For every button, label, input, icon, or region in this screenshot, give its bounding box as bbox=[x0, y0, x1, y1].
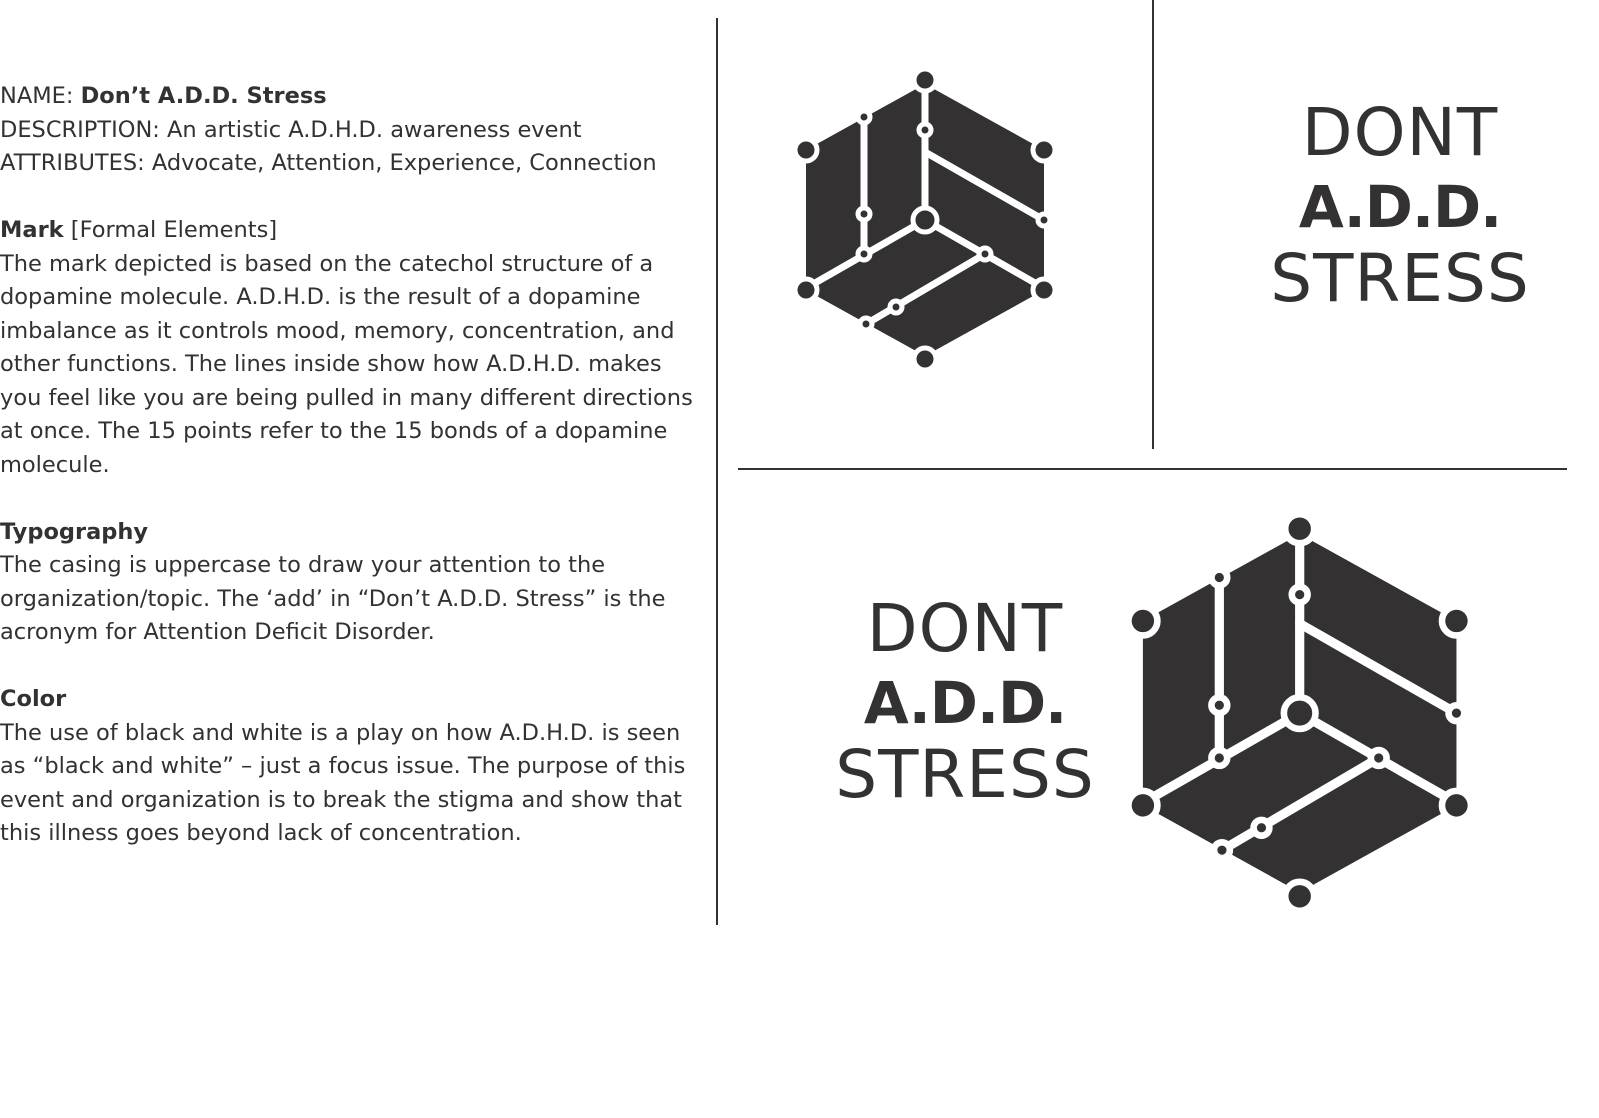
wordmark-bottom-line3: STRESS bbox=[835, 736, 1095, 813]
wordmark-bottom bbox=[830, 590, 1100, 813]
horizontal-divider bbox=[738, 468, 1567, 470]
color-section bbox=[0, 683, 700, 851]
name-label: NAME: bbox=[0, 83, 81, 109]
wordmark-top bbox=[1260, 94, 1540, 317]
dopamine-mark-icon-bottom bbox=[1116, 505, 1486, 920]
vertical-divider-left bbox=[716, 18, 718, 925]
mark-body: The mark depicted is based on the catechol structure of a dopamine molecule. A.D.H.D. is the result of a dopamine imbalance as it controls mood, memory, concentration, and other functions. The lines inside show how A.D.H.D. makes you feel like you are being pulled in many different directions at once. The 15 points refer to the 15 bonds of a dopamine molecule. bbox=[0, 250, 693, 478]
wordmark-top-line2: A.D.D. bbox=[1298, 173, 1502, 241]
name-value: Don’t A.D.D. Stress bbox=[80, 83, 327, 109]
wordmark-top-line1: DONT bbox=[1301, 94, 1499, 171]
brief-header bbox=[0, 80, 700, 181]
wordmark-top-line3: STRESS bbox=[1270, 240, 1530, 317]
typography-heading: Typography bbox=[0, 518, 149, 545]
typography-section bbox=[0, 516, 700, 650]
mark-subheading: [Formal Elements] bbox=[63, 217, 278, 243]
description-line: DESCRIPTION: An artistic A.D.H.D. awareness event bbox=[0, 116, 582, 143]
mark-heading: Mark bbox=[0, 217, 64, 243]
brief-text bbox=[0, 80, 700, 884]
mark-section bbox=[0, 214, 700, 482]
color-body: The use of black and white is a play on how A.D.H.D. is seen as “black and white” – just a focus issue. The purpose of this event and organization is to break the stigma and show that this illness goes beyond lack of concentration. bbox=[0, 719, 686, 846]
wordmark-bottom-line1: DONT bbox=[866, 590, 1064, 667]
mark-heading-line bbox=[0, 214, 700, 248]
dopamine-mark-icon-top bbox=[786, 62, 1066, 377]
attributes-line: ATTRIBUTES: Advocate, Attention, Experience, Connection bbox=[0, 150, 657, 176]
wordmark-bottom-line2: A.D.D. bbox=[863, 669, 1067, 737]
typography-body: The casing is uppercase to draw your attention to the organization/topic. The ‘add’ in “Don’t A.D.D. Stress” is the acronym for Attention Deficit Disorder. bbox=[0, 552, 666, 645]
name-line bbox=[0, 80, 700, 114]
color-heading: Color bbox=[0, 686, 67, 712]
vertical-divider-right bbox=[1152, 0, 1154, 449]
